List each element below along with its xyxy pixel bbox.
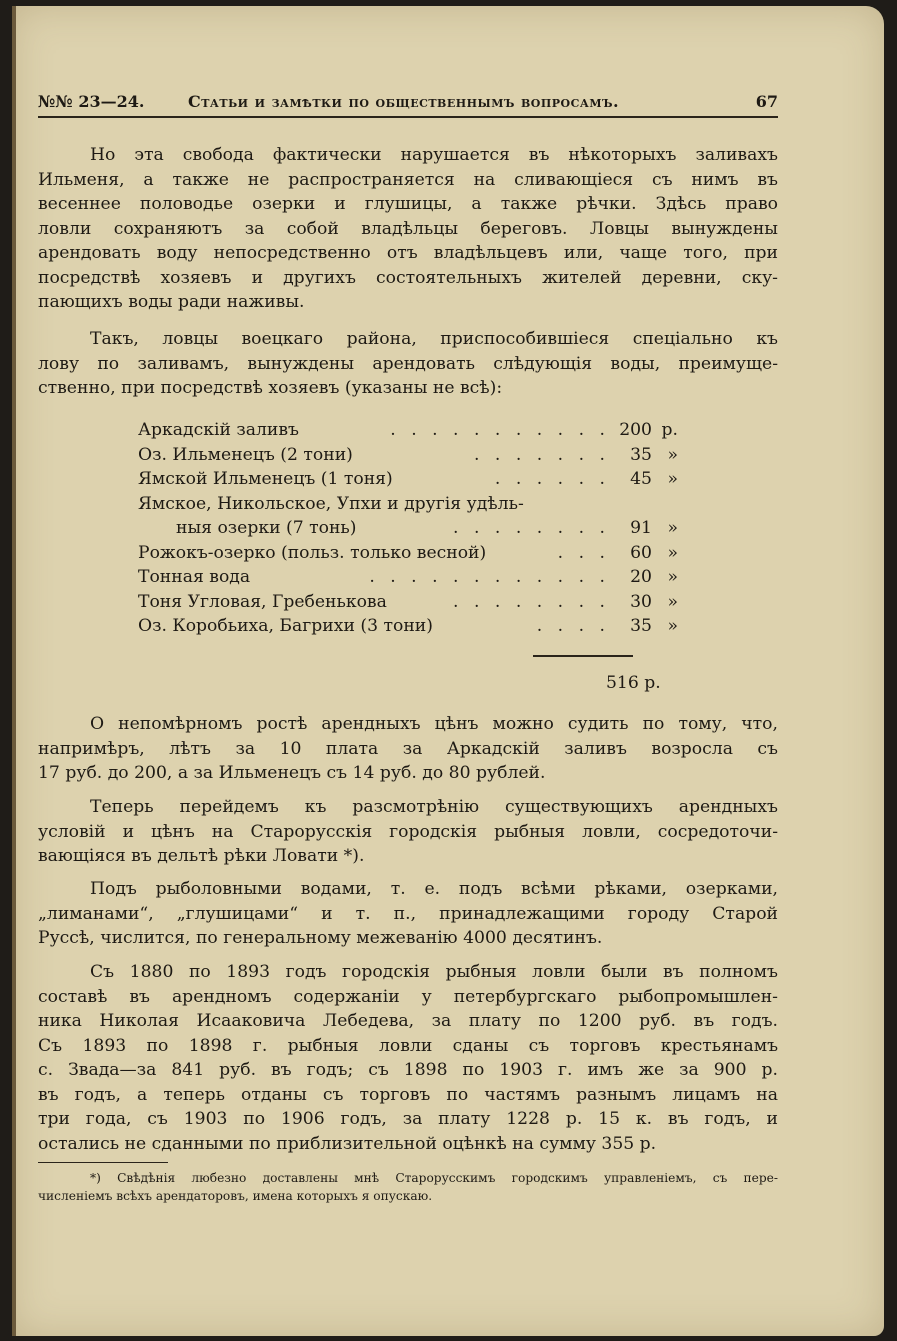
row-label: Оз. Коробьиха, Багрихи (3 тони) — [138, 616, 433, 636]
row-unit: » — [667, 567, 678, 587]
text-line: „лиманами“, „глушицами“ и т. п., принадлежащими городу Старой — [38, 903, 778, 924]
row-amount: 45 — [630, 469, 652, 489]
text-line: Съ 1893 по 1898 г. рыбныя ловли сданы съ торговъ крестьянамъ — [38, 1035, 778, 1056]
text-line: Теперь перейдемъ къ разсмотрѣнію существующихъ арендныхъ — [90, 797, 778, 817]
text-line: с. Звада—за 841 руб. въ годъ; съ 1898 по 1903 г. имъ же за 900 р. — [38, 1060, 778, 1080]
row-leader: . . . . . . . . — [453, 591, 610, 612]
row-amount: 91 — [630, 518, 652, 538]
footnote-line: численіемъ всѣхъ арендаторовъ, имена которыхъ я опускаю. — [38, 1189, 433, 1203]
table-row — [138, 516, 678, 541]
text-line: Ильменя, а также не распространяется на сливающіеся съ нимъ въ — [38, 169, 778, 190]
row-leader: . . . . — [536, 616, 610, 636]
text-line: составѣ въ арендномъ содержаніи у петербургскаго рыбопромышлен- — [38, 986, 778, 1007]
text-line: въ годъ, а теперь отданы съ торговъ по частямъ разнымъ лицамъ на — [38, 1084, 778, 1105]
table-row — [138, 565, 678, 590]
text-line: три года, съ 1903 по 1906 годъ, за плату 1228 р. 15 к. въ годъ, и — [38, 1109, 778, 1129]
row-unit: » — [667, 518, 678, 538]
row-label: Тонная вода — [138, 567, 251, 587]
row-label: Ямской Ильменецъ (1 тоня) — [138, 469, 393, 489]
table-row — [138, 467, 678, 492]
row-label: Тоня Угловая, Гребенькова — [138, 591, 387, 612]
paragraph — [38, 877, 778, 951]
footnote — [38, 1169, 778, 1205]
row-leader: . . . . . . . . . . . — [390, 420, 610, 440]
row-amount: 60 — [630, 542, 652, 563]
row-label: ныя озерки (7 тонь) — [176, 518, 357, 538]
text-line: лову по заливамъ, вынуждены арендовать слѣдующія воды, преимуще- — [38, 353, 778, 374]
rent-table — [138, 418, 678, 639]
text-line: Такъ, ловцы воецкаго района, приспособившіеся спеціально къ — [90, 329, 778, 349]
table-row — [138, 541, 678, 566]
text-line: ственно, при посредствѣ хозяевъ (указаны не всѣ): — [38, 378, 503, 398]
row-amount: 30 — [630, 591, 652, 612]
running-header — [38, 88, 778, 118]
footnote-line: *) Свѣдѣнія любезно доставлены мнѣ Старорусскимъ городскимъ управленіемъ, съ пере- — [90, 1171, 778, 1185]
footnote-rule — [38, 1162, 168, 1163]
paragraph — [38, 143, 778, 315]
table-row — [138, 418, 678, 443]
paragraph — [38, 327, 778, 401]
paragraph — [38, 960, 778, 1156]
row-leader: . . . . . . . — [473, 444, 610, 465]
text-line: арендовать воду непосредственно отъ владѣльцевъ или, чаще того, при — [38, 243, 778, 263]
row-leader: . . . . . . . . . . . . — [369, 567, 610, 587]
text-line: ловли сохраняютъ за собой владѣльцы береговъ. Ловцы вынуждены — [38, 218, 778, 239]
text-line: Съ 1880 по 1893 годъ городскія рыбныя ловли были въ полномъ — [90, 962, 778, 982]
row-leader: . . . . . . . . — [453, 518, 610, 538]
row-label: Оз. Ильменецъ (2 тони) — [138, 444, 353, 465]
text-line: Подъ рыболовными водами, т. е. подъ всѣми рѣками, озерками, — [90, 879, 778, 899]
text-line: пающихъ воды ради наживы. — [38, 292, 305, 312]
row-label: Рожокъ-озерко (польз. только весной) — [138, 542, 487, 563]
text-line: посредствѣ хозяевъ и другихъ состоятельныхъ жителей деревни, ску- — [38, 267, 778, 288]
row-unit: » — [667, 542, 678, 563]
text-line: Но эта свобода фактически нарушается въ нѣкоторыхъ заливахъ — [90, 145, 778, 165]
paragraph — [38, 712, 778, 786]
text-line: 17 руб. до 200, а за Ильменецъ съ 14 руб. до 80 рублей. — [38, 763, 546, 783]
table-row — [138, 614, 678, 639]
paragraph — [38, 795, 778, 869]
text-line: остались не сданными по приблизительной оцѣнкѣ на сумму 355 р. — [38, 1133, 657, 1154]
row-unit: » — [667, 469, 678, 489]
row-unit: » — [667, 616, 678, 636]
row-amount: 35 — [630, 444, 652, 465]
row-label: Ямское, Никольское, Упхи и другія удѣль- — [138, 493, 524, 514]
table-total: 516 р. — [606, 673, 661, 693]
row-amount: 35 — [630, 616, 652, 636]
text-line: условій и цѣнъ на Старорусскія городскія рыбныя ловли, сосредоточи- — [38, 821, 778, 842]
section-title: Статьи и замѣтки по общественнымъ вопросамъ. — [188, 92, 620, 111]
text-line: Руссѣ, числится, по генеральному межеванію 4000 десятинъ. — [38, 928, 603, 948]
page-number: 67 — [755, 92, 778, 111]
row-leader: . . . — [557, 542, 610, 563]
sum-rule — [533, 655, 633, 657]
row-amount: 200 — [619, 420, 652, 440]
table-row — [138, 590, 678, 615]
table-row — [138, 492, 678, 517]
text-line: напримѣръ, лѣтъ за 10 плата за Аркадскій заливъ возросла съ — [38, 738, 778, 759]
row-unit: » — [667, 591, 678, 612]
text-line: вающіяся въ дельтѣ рѣки Ловати *). — [38, 846, 365, 866]
row-unit: » — [667, 444, 678, 465]
issue-number: №№ 23—24. — [38, 92, 145, 111]
row-amount: 20 — [630, 567, 652, 587]
text-line: О непомѣрномъ ростѣ арендныхъ цѣнъ можно судить по тому, что, — [90, 714, 778, 734]
text-line: весеннее половодье озерки и глушицы, а также рѣчки. Здѣсь право — [38, 194, 778, 214]
row-label: Аркадскій заливъ — [138, 420, 299, 440]
row-leader: . . . . . . — [494, 469, 610, 489]
text-line: ника Николая Исааковича Лебедева, за плату по 1200 руб. въ годъ. — [38, 1011, 778, 1031]
table-row — [138, 443, 678, 468]
row-unit: р. — [661, 420, 678, 440]
page-spine — [12, 6, 16, 1336]
